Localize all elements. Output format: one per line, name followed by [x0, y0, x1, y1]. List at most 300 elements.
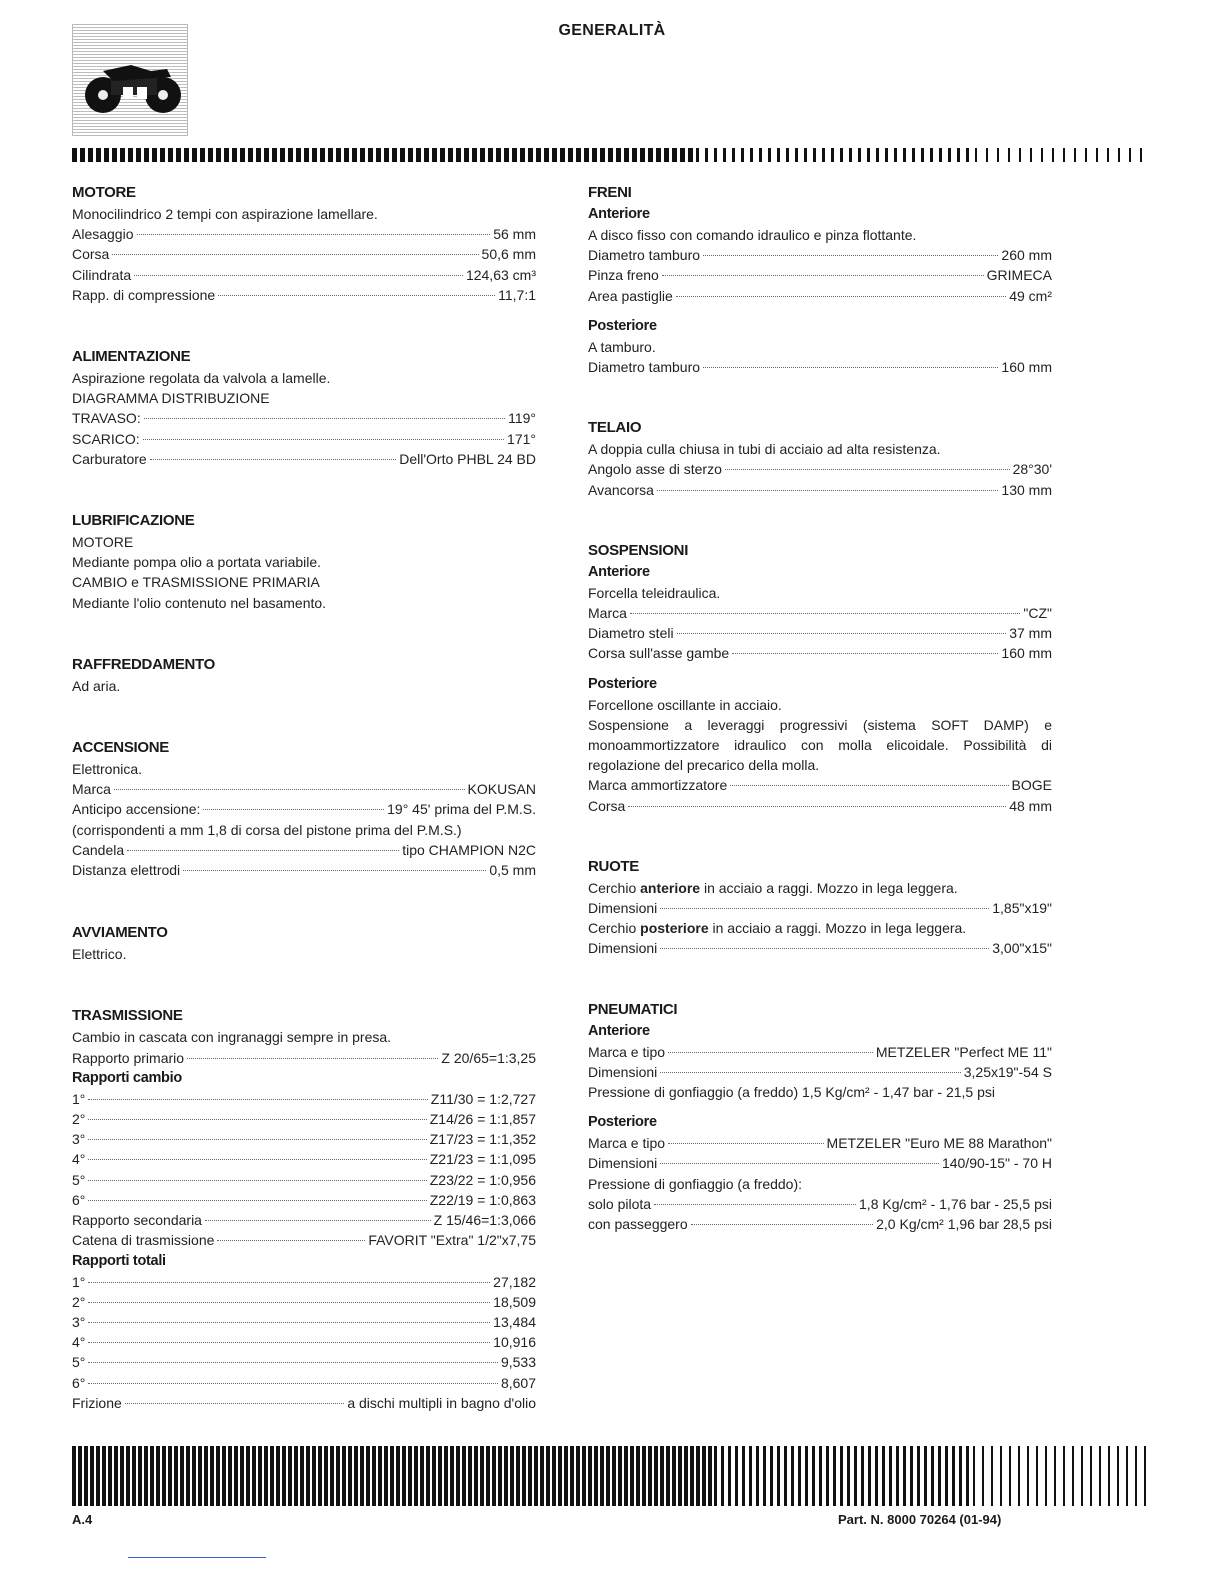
spec-value: 48 mm [1009, 797, 1052, 814]
rule-bar [1107, 148, 1109, 162]
rule-bar [112, 148, 117, 162]
rule-bar [867, 148, 870, 162]
barcode-bar [1108, 1446, 1110, 1506]
barcode-bar [300, 1446, 304, 1506]
barcode-bar [777, 1446, 780, 1506]
spec-label: Diametro tamburo [588, 359, 701, 376]
spec-row [72, 1048, 536, 1068]
rule-bar [624, 148, 629, 162]
spec-value: 56 mm [493, 226, 536, 243]
spec-label: Corsa [588, 797, 626, 814]
spec-value: 50,6 mm [481, 246, 536, 263]
gear-label: 2° [72, 1111, 86, 1128]
spec-label: Dimensioni [588, 1155, 658, 1172]
spec-row [588, 357, 1052, 377]
spec-value: 19° 45' prima del P.M.S. [387, 801, 536, 818]
barcode-bar [216, 1446, 220, 1506]
barcode-bar [728, 1446, 731, 1506]
section-accensione [72, 737, 536, 880]
barcode-bar [666, 1446, 670, 1506]
rule-bar [600, 148, 605, 162]
spec-value: a dischi multipli in bagno d'olio [347, 1394, 536, 1411]
rule-bar [957, 148, 960, 162]
rule-bar [400, 148, 405, 162]
rule-bar [656, 148, 661, 162]
barcode-bar [917, 1446, 920, 1506]
section-lubrificazione [72, 510, 536, 613]
barcode-bar [168, 1446, 172, 1506]
rule-bar [688, 148, 693, 162]
spec-row [588, 775, 1052, 795]
barcode-bar [426, 1446, 430, 1506]
rule-bar [813, 148, 816, 162]
barcode-bar [288, 1446, 292, 1506]
spec-row [72, 429, 536, 449]
gear-row [72, 1089, 536, 1109]
rule-bar [840, 148, 843, 162]
barcode-bar [952, 1446, 955, 1506]
barcode-bar [714, 1446, 717, 1506]
barcode-bar [931, 1446, 934, 1506]
barcode-bar [198, 1446, 202, 1506]
barcode-bar [642, 1446, 646, 1506]
rule-bar [312, 148, 317, 162]
barcode-bar [186, 1446, 190, 1506]
barcode-bar [210, 1446, 214, 1506]
sospensioni-posteriore-desc-long: Sospensione a leveraggi progressivi (sistema SOFT DAMP) e monoammortizzatore idraulico con molla elicoidale. Possibilità di regolazione del precarico della molla. [588, 716, 1052, 774]
rule-bar [504, 148, 509, 162]
barcode-bar [612, 1446, 616, 1506]
rule-bar [912, 148, 915, 162]
total-value: 27,182 [493, 1273, 536, 1290]
spec-row [72, 265, 536, 285]
barcode-bar [784, 1446, 787, 1506]
barcode-bar [594, 1446, 598, 1506]
total-label: 1° [72, 1273, 86, 1290]
rule-bar [296, 148, 301, 162]
spec-row [72, 285, 536, 305]
barcode-bar [903, 1446, 906, 1506]
spec-row [588, 286, 1052, 306]
spec-label: Dimensioni [588, 900, 658, 917]
barcode-bar [78, 1446, 82, 1506]
left-column [72, 182, 536, 1413]
barcode-bar [546, 1446, 550, 1506]
rule-bar [72, 148, 77, 162]
alimentazione-subheading: DIAGRAMMA DISTRIBUZIONE [72, 390, 270, 407]
sospensioni-posteriore-desc: Forcellone oscillante in acciaio. [588, 696, 782, 713]
rule-bar [488, 148, 493, 162]
rule-bar [352, 148, 357, 162]
rule-bar [723, 148, 726, 162]
rule-bar [240, 148, 245, 162]
spec-label: Marca e tipo [588, 1043, 666, 1060]
barcode-bar [360, 1446, 364, 1506]
barcode-bar [1045, 1446, 1047, 1506]
spec-row [588, 459, 1052, 479]
spec-label: Diametro steli [588, 625, 674, 642]
spec-row [588, 1062, 1052, 1082]
gear-label: 6° [72, 1191, 86, 1208]
section-ruote [588, 856, 1052, 959]
rule-bar [608, 148, 613, 162]
spec-label: Rapporto secondaria [72, 1212, 202, 1229]
rule-bar [328, 148, 333, 162]
barcode-bar [889, 1446, 892, 1506]
rule-bar [280, 148, 285, 162]
barcode-bar [678, 1446, 682, 1506]
total-value: 18,509 [493, 1293, 536, 1310]
rule-bar [616, 148, 621, 162]
section-alimentazione [72, 346, 536, 469]
ruote-anteriore-desc: Cerchio anteriore in acciaio a raggi. Mozzo in lega leggera. [588, 879, 958, 896]
spec-value: 2,0 Kg/cm² 1,96 bar 28,5 psi [876, 1216, 1052, 1233]
rule-bar [768, 148, 771, 162]
rule-bar [1096, 148, 1098, 162]
rule-bar [777, 148, 780, 162]
barcode-bar [192, 1446, 196, 1506]
rule-bar [256, 148, 261, 162]
pneumatici-title: PNEUMATICI [588, 1000, 678, 1018]
spec-label: Marca ammortizzatore [588, 777, 728, 794]
freni-title: FRENI [588, 184, 632, 201]
rule-bar [822, 148, 825, 162]
rule-bar [939, 148, 942, 162]
barcode-bar [798, 1446, 801, 1506]
barcode-bar [348, 1446, 352, 1506]
barcode-bar [564, 1446, 568, 1506]
spec-label: Corsa sull'asse gambe [588, 645, 730, 662]
barcode-bar [1000, 1446, 1002, 1506]
barcode-bar [510, 1446, 514, 1506]
rule-bar [705, 148, 708, 162]
rule-bar [184, 148, 189, 162]
rule-bar [1063, 148, 1065, 162]
rule-bar [568, 148, 573, 162]
barcode-bar [90, 1446, 94, 1506]
lubrificazione-line: MOTORE [72, 534, 134, 551]
rule-bar [480, 148, 485, 162]
raffreddamento-desc: Ad aria. [72, 677, 121, 694]
barcode-bar [696, 1446, 700, 1506]
barcode-bar [366, 1446, 370, 1506]
barcode-bar [1063, 1446, 1065, 1506]
rule-bar [104, 148, 109, 162]
barcode-bar [504, 1446, 508, 1506]
barcode-bar [294, 1446, 298, 1506]
spec-value: 130 mm [1001, 481, 1052, 498]
rule-bar [1129, 148, 1131, 162]
avviamento-desc: Elettrico. [72, 946, 127, 963]
barcode-bar [791, 1446, 794, 1506]
spec-value: 140/90-15" - 70 H [941, 1155, 1052, 1172]
spec-label: Dimensioni [588, 1063, 658, 1080]
barcode-bar [132, 1446, 136, 1506]
total-value: 8,607 [500, 1374, 536, 1391]
total-row [72, 1352, 536, 1372]
spec-row [72, 1230, 536, 1250]
barcode-bar [444, 1446, 448, 1506]
rule-bar [948, 148, 951, 162]
spec-row [72, 224, 536, 244]
barcode-bar [96, 1446, 100, 1506]
gear-row [72, 1170, 536, 1190]
motore-desc: Monocilindrico 2 tempi con aspirazione lamellare. [72, 206, 378, 222]
gear-row [72, 1129, 536, 1149]
spec-row [588, 623, 1052, 643]
rule-bar [424, 148, 429, 162]
barcode-bar [330, 1446, 334, 1506]
rule-bar [168, 148, 173, 162]
spec-label: Marca e tipo [588, 1135, 666, 1152]
spec-value: Dell'Orto PHBL 24 BD [399, 450, 536, 467]
spec-value: Z 20/65=1:3,25 [441, 1049, 536, 1066]
spec-value: 160 mm [1001, 645, 1052, 662]
barcode-bar [1027, 1446, 1029, 1506]
barcode-bar [1126, 1446, 1128, 1506]
freni-anteriore-desc: A disco fisso con comando idraulico e pinza flottante. [588, 227, 917, 243]
rule-bar [376, 148, 381, 162]
lubrificazione-line: Mediante pompa olio a portata variabile. [72, 554, 322, 571]
rule-bar [552, 148, 557, 162]
rule-bar [520, 148, 525, 162]
spec-label: Diametro tamburo [588, 247, 701, 264]
barcode-bar [354, 1446, 358, 1506]
spec-row [588, 1214, 1052, 1234]
accensione-desc: Elettronica. [72, 761, 143, 778]
barcode-bar [522, 1446, 526, 1506]
barcode-bar [654, 1446, 658, 1506]
section-trasmissione [72, 1005, 536, 1412]
rule-bar [894, 148, 897, 162]
spec-label: SCARICO: [72, 430, 140, 447]
lubrificazione-title: LUBRIFICAZIONE [72, 512, 195, 530]
rule-bar [200, 148, 205, 162]
barcode-bar [246, 1446, 250, 1506]
barcode-bar [282, 1446, 286, 1506]
spec-label: Frizione [72, 1394, 122, 1411]
rule-bar [224, 148, 229, 162]
total-value: 13,484 [493, 1313, 536, 1330]
rule-bar [536, 148, 541, 162]
motorcycle-icon [72, 24, 188, 136]
spec-value: BOGE [1011, 777, 1052, 794]
barcode-bar [636, 1446, 640, 1506]
section-sospensioni [588, 540, 1052, 816]
barcode-bar [938, 1446, 941, 1506]
barcode-bar [540, 1446, 544, 1506]
spec-value: 1,85"x19" [992, 900, 1052, 917]
top-rule [72, 148, 1148, 162]
rule-bar [288, 148, 293, 162]
barcode-bar [959, 1446, 962, 1506]
barcode-bar [414, 1446, 418, 1506]
spec-value: 160 mm [1001, 359, 1052, 376]
spec-row [588, 265, 1052, 285]
rule-bar [640, 148, 645, 162]
rule-bar [632, 148, 637, 162]
rapporti-totali-title: Rapporti totali [72, 1252, 166, 1269]
gear-row [72, 1109, 536, 1129]
spec-value: 49 cm² [1009, 287, 1052, 304]
barcode-bar [648, 1446, 652, 1506]
spec-label: TRAVASO: [72, 410, 141, 427]
barcode-bar [156, 1446, 160, 1506]
rule-bar [858, 148, 861, 162]
spec-label: solo pilota [588, 1195, 652, 1212]
trasmissione-desc: Cambio in cascata con ingranaggi sempre in presa. [72, 1029, 392, 1046]
barcode-bar [630, 1446, 634, 1506]
rule-bar [664, 148, 669, 162]
barcode-bar [222, 1446, 226, 1506]
rule-bar [1118, 148, 1120, 162]
sospensioni-anteriore-title: Anteriore [588, 563, 650, 580]
spec-label: Alesaggio [72, 226, 134, 243]
rule-bar [368, 148, 373, 162]
rule-bar [304, 148, 309, 162]
rule-bar [344, 148, 349, 162]
barcode-bar [973, 1446, 975, 1506]
ruote-title: RUOTE [588, 857, 640, 875]
spec-row [72, 840, 536, 860]
barcode-bar [660, 1446, 664, 1506]
spec-row [588, 603, 1052, 623]
spec-row [588, 938, 1052, 958]
gear-value: Z21/23 = 1:1,095 [429, 1151, 536, 1168]
barcode-bar [126, 1446, 130, 1506]
rule-bar [336, 148, 341, 162]
barcode-bar [162, 1446, 166, 1506]
spec-value: "CZ" [1023, 605, 1052, 622]
spec-row [588, 480, 1052, 500]
barcode-bar [1099, 1446, 1101, 1506]
gear-value: Z23/22 = 1:0,956 [429, 1171, 536, 1188]
barcode-bar [456, 1446, 460, 1506]
rule-bar [232, 148, 237, 162]
barcode-bar [102, 1446, 106, 1506]
rule-bar [120, 148, 125, 162]
spec-row [72, 408, 536, 428]
barcode-bar [1081, 1446, 1083, 1506]
barcode-bar [991, 1446, 993, 1506]
barcode-bar [576, 1446, 580, 1506]
rule-bar [80, 148, 85, 162]
rule-bar [496, 148, 501, 162]
barcode-bar [108, 1446, 112, 1506]
rule-bar [440, 148, 445, 162]
barcode-bar [462, 1446, 466, 1506]
rule-bar [696, 148, 699, 162]
spec-value: METZELER "Euro ME 88 Marathon" [826, 1135, 1052, 1152]
barcode-bar [1009, 1446, 1011, 1506]
rapporti-cambio-title: Rapporti cambio [72, 1069, 182, 1086]
barcode-bar [690, 1446, 694, 1506]
rule-bar [921, 148, 924, 162]
rule-bar [903, 148, 906, 162]
barcode-bar [234, 1446, 238, 1506]
rule-bar [272, 148, 277, 162]
barcode-bar [606, 1446, 610, 1506]
spec-value: METZELER "Perfect ME 11" [875, 1043, 1052, 1060]
accensione-title: ACCENSIONE [72, 739, 170, 757]
barcode-bar [336, 1446, 340, 1506]
rule-bar [192, 148, 197, 162]
barcode-bar [432, 1446, 436, 1506]
spec-row [588, 1153, 1052, 1173]
barcode-bar [882, 1446, 885, 1506]
barcode-bar [982, 1446, 984, 1506]
barcode-bar [1117, 1446, 1119, 1506]
barcode-bar [847, 1446, 850, 1506]
section-freni [588, 182, 1052, 377]
spec-row [588, 643, 1052, 663]
spec-value: 0,5 mm [489, 862, 536, 879]
freni-anteriore-title: Anteriore [588, 206, 650, 222]
rule-bar [384, 148, 389, 162]
gear-value: Z14/26 = 1:1,857 [429, 1111, 536, 1128]
rule-bar [96, 148, 101, 162]
rule-bar [986, 148, 988, 162]
spec-value: 3,25x19"-54 S [963, 1063, 1052, 1080]
rule-bar [1041, 148, 1043, 162]
spec-value: Z 15/46=1:3,066 [433, 1212, 536, 1229]
barcode-bar [144, 1446, 148, 1506]
rule-bar [1085, 148, 1087, 162]
barcode-bar [180, 1446, 184, 1506]
barcode-bar [492, 1446, 496, 1506]
barcode-bar [486, 1446, 490, 1506]
pneumatici-posteriore-pressione: Pressione di gonfiaggio (a freddo): [588, 1175, 803, 1192]
rule-bar [966, 148, 969, 162]
barcode-bar [1135, 1446, 1137, 1506]
barcode-bar [72, 1446, 76, 1506]
barcode-bar [402, 1446, 406, 1506]
barcode-bar [1054, 1446, 1056, 1506]
spec-row [72, 799, 536, 819]
barcode-bar [770, 1446, 773, 1506]
spec-label: Pinza freno [588, 267, 659, 284]
barcode-bar [924, 1446, 927, 1506]
barcode-bar [306, 1446, 310, 1506]
barcode-bar [372, 1446, 376, 1506]
spec-value: 119° [508, 410, 536, 427]
spec-value: KOKUSAN [467, 781, 536, 798]
gear-value: Z11/30 = 1:2,727 [430, 1090, 536, 1107]
right-column [588, 182, 1052, 1234]
gear-value: Z17/23 = 1:1,352 [429, 1131, 536, 1148]
total-label: 5° [72, 1354, 86, 1371]
rule-bar [464, 148, 469, 162]
barcode-bar [528, 1446, 532, 1506]
rule-bar [759, 148, 762, 162]
spec-row [588, 1133, 1052, 1153]
spec-label: Marca [588, 605, 627, 622]
barcode-bar [742, 1446, 745, 1506]
total-row [72, 1292, 536, 1312]
barcode-bar [749, 1446, 752, 1506]
rule-bar [592, 148, 597, 162]
spec-value: FAVORIT "Extra" 1/2"x7,75 [368, 1232, 536, 1249]
barcode-bar [480, 1446, 484, 1506]
gear-row [72, 1190, 536, 1210]
barcode-bar [240, 1446, 244, 1506]
barcode-bar [833, 1446, 836, 1506]
rule-bar [448, 148, 453, 162]
spec-row [72, 1393, 536, 1413]
barcode-bar [276, 1446, 280, 1506]
freni-posteriore-title: Posteriore [588, 317, 657, 334]
barcode-bar [204, 1446, 208, 1506]
